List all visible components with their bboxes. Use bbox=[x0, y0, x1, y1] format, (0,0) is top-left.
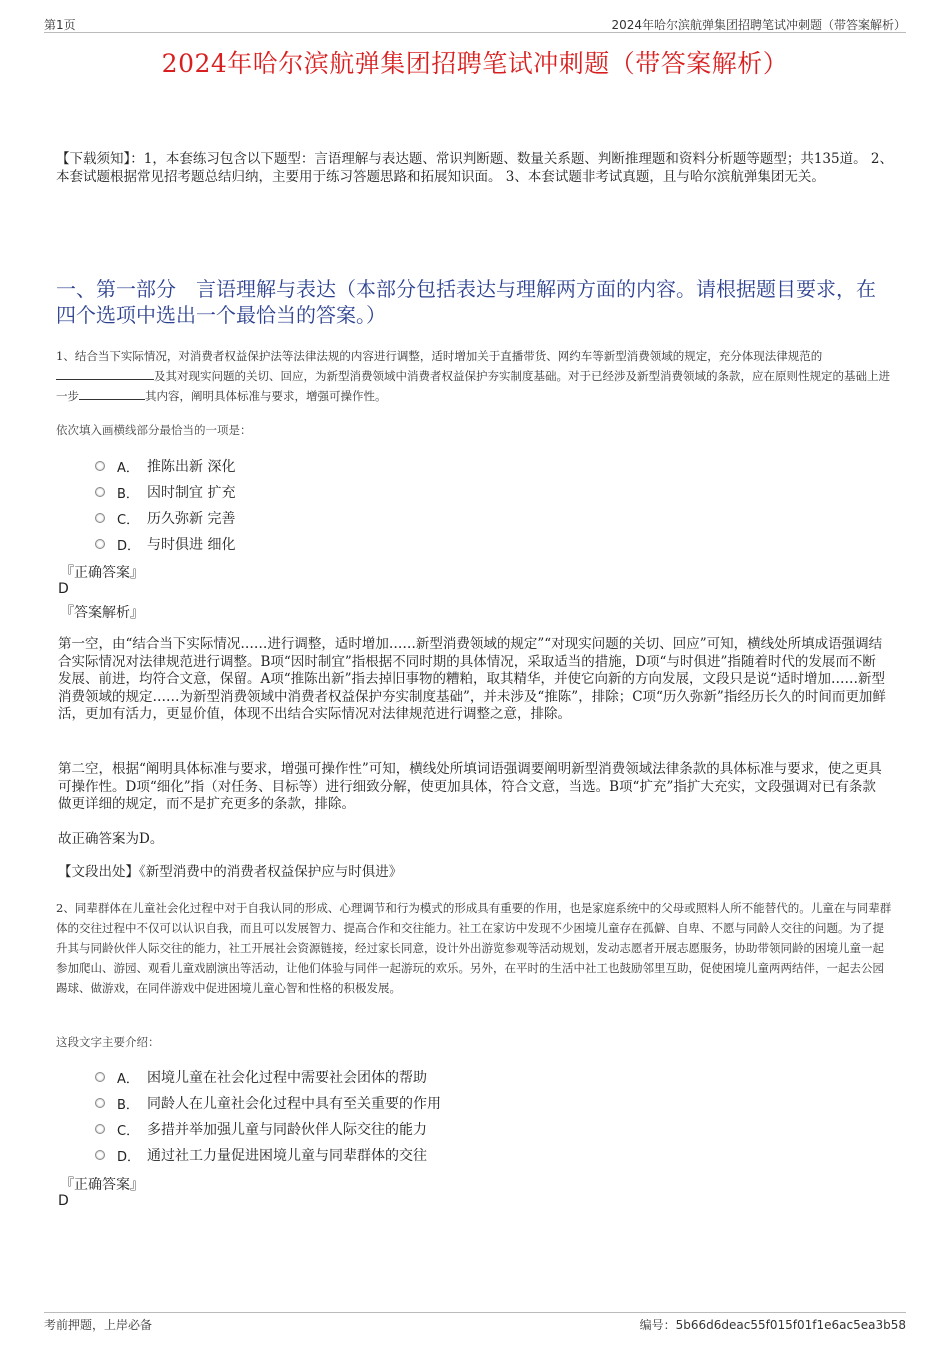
radio-icon[interactable] bbox=[95, 1098, 105, 1108]
question-1-text: 1、结合当下实际情况，对消费者权益保护法等法律法规的内容进行调整，适时增加关于直播带货、网约车等新型消费领域的规定，充分体现法律规范的及其对现实问题的关切、回应，为新型消费领域中消费者权益保护夯实制度基础。对于已经涉及新型消费领域的条款，应在原则性规定的基础上进一步 其内容，阐明具体标准与要求，增强可操作性。 bbox=[56, 349, 890, 403]
analysis-paragraph-1: 第一空，由“结合当下实际情况……进行调整，适时增加……新型消费领域的规定”“对现实问题的关切、回应”可知，横线处所填成语强调结合实际情况对法律规范进行调整。B项“因时制宜”指根据不同时期的具体情况，采取适当的措施，D项“与时俱进”指随着时代的发展而不断发展、前进，均符合文意，保留。A项“推陈出新”指去掉旧事物的糟粕，取其精华，并使它向新的方向发展，文段只是说“适时增加……新型消费领域的规定……为新型消费领域中消费者权益保护夯实制度基础”，并未涉及“推陈”，排除；C项“历久弥新”指经历长久的时间而更加鲜活，更加有活力，更显价值，体现不出结合实际情况对法律规范进行调整之意，排除。 bbox=[58, 636, 886, 722]
page-number: 第1页 bbox=[44, 18, 76, 32]
radio-icon[interactable] bbox=[95, 461, 105, 471]
radio-icon[interactable] bbox=[95, 1150, 105, 1160]
radio-icon[interactable] bbox=[95, 487, 105, 497]
option-c[interactable]: C． 多措并举加强儿童与同龄伙伴人际交往的能力 bbox=[95, 1116, 441, 1142]
section-heading: 一、第一部分 言语理解与表达（本部分包括表达与理解两方面的内容。请根据题目要求，在四个选项中选出一个最恰当的答案。） bbox=[56, 277, 876, 327]
option-b[interactable]: B． 同龄人在儿童社会化过程中具有至关重要的作用 bbox=[95, 1090, 441, 1116]
answer-blank-2 bbox=[79, 387, 145, 400]
question-1-options bbox=[95, 453, 235, 557]
analysis-label: 『答案解析』 bbox=[60, 605, 144, 621]
page-footer bbox=[44, 1312, 906, 1333]
question-2-text: 2、同辈群体在儿童社会化过程中对于自我认同的形成、心理调节和行为模式的形成具有重要的作用，也是家庭系统中的父母或照料人所不能替代的。儿童在与同辈群体的交往过程中不仅可以认识自我，而且可以发展智力、提高合作和交往能力。社工在家访中发现不少困境儿童存在孤僻、自卑、不愿与同龄人交往的问题。为了提升其与同龄伙伴人际交往的能力，社工开展社会资源链接，经过家长同意，设计外出游览参观等活动规划，发动志愿者开展志愿服务，协助带领同龄的困境儿童一起参加爬山、游园、观看儿童戏剧演出等活动，让他们体验与同伴一起游玩的欢乐。另外，在平时的生活中社工也鼓励邻里互助，促使困境儿童两两结伴，一起去公园踢球、做游戏，在同伴游戏中促进困境儿童心智和性格的积极发展。 bbox=[56, 901, 892, 995]
correct-answer-label: 『正确答案』 bbox=[60, 565, 144, 581]
header-doc-title: 2024年哈尔滨航弹集团招聘笔试冲刺题（带答案解析） bbox=[611, 18, 906, 32]
radio-icon[interactable] bbox=[95, 1124, 105, 1134]
question-2-options bbox=[95, 1064, 441, 1168]
question-1-prompt: 依次填入画横线部分最恰当的一项是： bbox=[56, 423, 252, 437]
analysis-paragraph-2: 第二空，根据“阐明具体标准与要求，增强可操作性”可知，横线处所填词语强调要阐明新型消费领域法律条款的具体标准与要求，使之更具可操作性。D项“细化”指（对任务、目标等）进行细致分解，使更加具体，符合文意，当选。B项“扩充”指扩大充实，文段强调对已有条款做更详细的规定，而不是扩充更多的条款，排除。 bbox=[58, 761, 882, 812]
option-b[interactable]: B． 因时制宜 扩充 bbox=[95, 479, 235, 505]
passage-source: 【文段出处】《新型消费中的消费者权益保护应与时俱进》 bbox=[58, 864, 403, 880]
page-title: 2024年哈尔滨航弹集团招聘笔试冲刺题（带答案解析） bbox=[161, 49, 789, 78]
option-a[interactable]: A． 困境儿童在社会化过程中需要社会团体的帮助 bbox=[95, 1064, 441, 1090]
correct-answer: D bbox=[58, 581, 69, 597]
download-notice: 【下载须知】：1，本套练习包含以下题型：言语理解与表达题、常识判断题、数量关系题、判断推理题和资料分析题等题型；共135道。 2、本套试题根据常见招考题总结归纳，主要用于练习答题思路和拓展知识面。 3、本套试题非考试真题，且与哈尔滨航弹集团无关。 bbox=[56, 151, 893, 185]
option-c[interactable]: C． 历久弥新 完善 bbox=[95, 505, 235, 531]
option-d[interactable]: D． 通过社工力量促进困境儿童与同辈群体的交往 bbox=[95, 1142, 441, 1168]
radio-icon[interactable] bbox=[95, 1072, 105, 1082]
answer-blank-1 bbox=[56, 367, 154, 380]
radio-icon[interactable] bbox=[95, 513, 105, 523]
radio-icon[interactable] bbox=[95, 539, 105, 549]
footer-slogan: 考前押题，上岸必备 bbox=[44, 1318, 153, 1332]
analysis-conclusion: 故正确答案为D。 bbox=[58, 831, 164, 847]
option-a[interactable]: A． 推陈出新 深化 bbox=[95, 453, 235, 479]
page-header bbox=[44, 14, 906, 33]
question-2-prompt: 这段文字主要介绍： bbox=[56, 1035, 160, 1049]
correct-answer-label: 『正确答案』 bbox=[60, 1177, 144, 1193]
option-d[interactable]: D． 与时俱进 细化 bbox=[95, 531, 235, 557]
footer-serial: 编号：5b66d6deac55f015f01f1e6ac5ea3b58 bbox=[639, 1318, 906, 1332]
correct-answer: D bbox=[58, 1193, 69, 1209]
